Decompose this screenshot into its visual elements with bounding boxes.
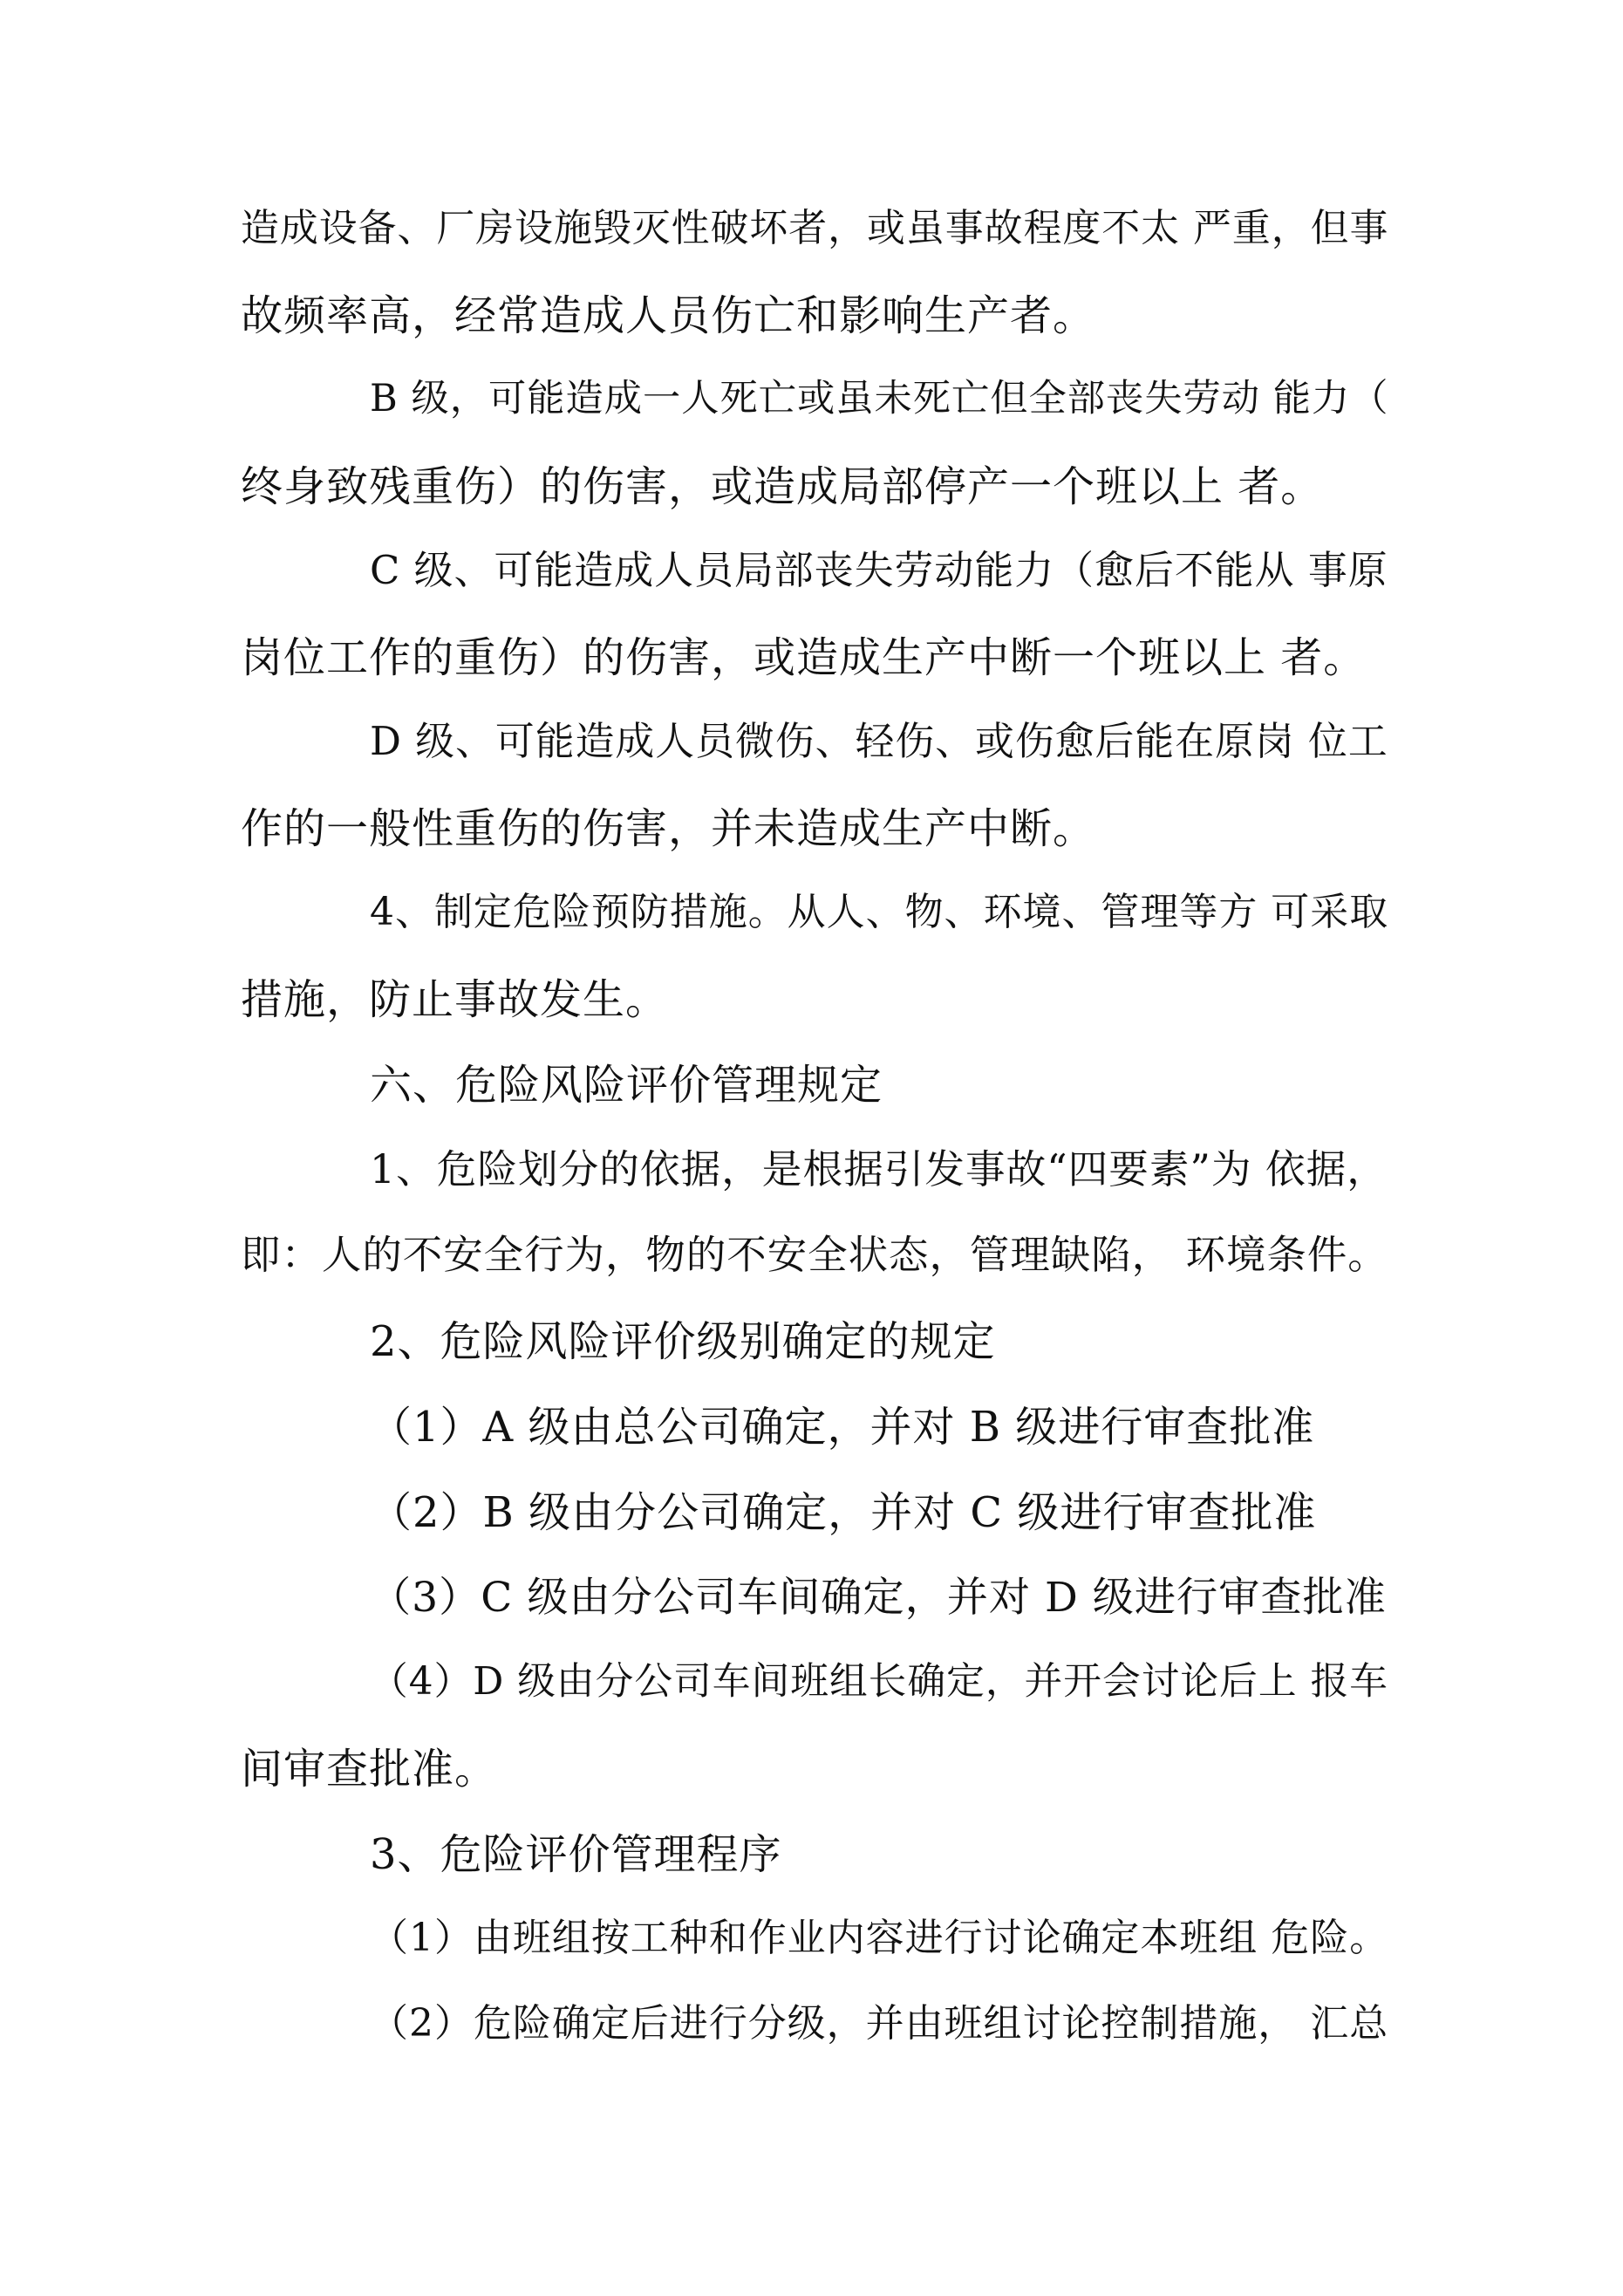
list-item-4: （4）D 级由分公司车间班组长确定，并开会讨论后上 报车 <box>370 1659 1388 1704</box>
list-item-3: （3）C 级由分公司车间确定，并对 D 级进行审查批准 <box>370 1574 1387 1622</box>
text-line-19: 间审查批准。 <box>241 1745 498 1794</box>
list-item-2: （2）B 级由分公司确定，并对 C 级进行审查批准 <box>370 1488 1317 1537</box>
procedure-item-1: （1）由班组按工种和作业内容进行讨论确定本班组 危险。 <box>370 1916 1389 1960</box>
procedure-item-2: （2）危险确定后进行分级，并由班组讨论控制措施， 汇总 <box>370 2001 1389 2046</box>
text-line-9: 4、制定危险预防措施。从人、物、环境、管理等方 可采取 <box>370 890 1389 934</box>
list-item-1: （1）A 级由总公司确定，并对 B 级进行审查批准 <box>370 1403 1315 1452</box>
section-heading: 六、危险风险评价管理规定 <box>370 1061 883 1110</box>
text-line-1: 造成设备、厂房设施毁灭性破坏者，或虽事故程度不太 严重，但事 <box>241 206 1389 250</box>
text-line-13: 即：人的不安全行为，物的不安全状态，管理缺陷， 环境条件。 <box>241 1232 1388 1278</box>
text-line-4: 终身致残重伤）的伤害，或造成局部停产一个班以上 者。 <box>241 462 1324 511</box>
text-line-12: 1、危险划分的依据，是根据引发事故“四要素”为 依据， <box>370 1146 1388 1192</box>
text-line-7: D 级、可能造成人员微伤、轻伤、或伤愈后能在原岗 位工 <box>370 718 1388 764</box>
text-line-6: 岗位工作的重伤）的伤害，或造成生产中断一个班以上 者。 <box>241 633 1367 682</box>
text-line-3: B 级，可能造成一人死亡或虽未死亡但全部丧失劳动 能力（ <box>370 377 1389 420</box>
text-line-10: 措施，防止事故发生。 <box>241 975 669 1024</box>
text-line-8: 作的一般性重伤的伤害，并未造成生产中断。 <box>241 804 1096 853</box>
subsection-heading-2: 2、危险风险评价级别确定的规定 <box>370 1317 996 1366</box>
text-line-2: 故频率高，经常造成人员伤亡和影响生产者。 <box>241 291 1096 340</box>
subsection-heading-3: 3、危险评价管理程序 <box>370 1830 782 1879</box>
text-line-5: C 级、可能造成人员局部丧失劳动能力（愈后不能从 事原 <box>370 547 1388 593</box>
